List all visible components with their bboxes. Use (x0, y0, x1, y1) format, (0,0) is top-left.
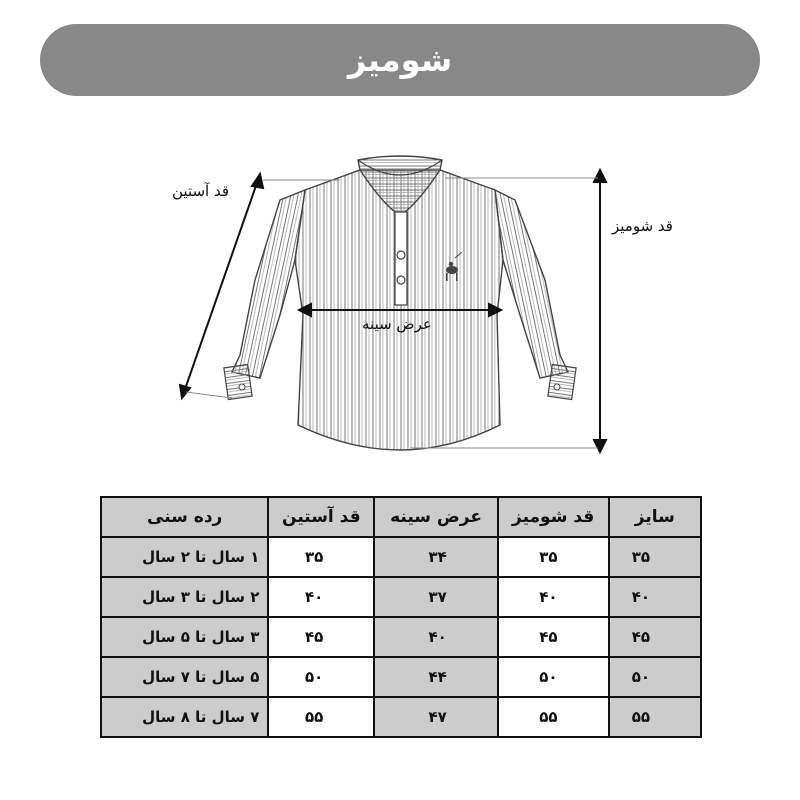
cell-size: ۴۵ (609, 617, 701, 657)
cell-size: ۵۵ (609, 697, 701, 737)
size-table (100, 496, 702, 738)
cell-age-range: ۲ سال تا ۳ سال (101, 577, 268, 617)
cell-chest-width: ۴۷ (374, 697, 497, 737)
cell-age-range: ۷ سال تا ۸ سال (101, 697, 268, 737)
sleeve-length-label: قد آستین (172, 182, 230, 200)
blouse-length-label: قد شومیز (612, 217, 673, 235)
header-sleeve-length: قد آستین (268, 497, 374, 537)
cell-blouse-length: ۴۰ (498, 577, 609, 617)
cell-sleeve-length: ۳۵ (268, 537, 374, 577)
cell-blouse-length: ۳۵ (498, 537, 609, 577)
cell-sleeve-length: ۵۵ (268, 697, 374, 737)
cell-age-range: ۵ سال تا ۷ سال (101, 657, 268, 697)
cell-size: ۴۰ (609, 577, 701, 617)
cell-chest-width: ۴۰ (374, 617, 497, 657)
header-chest-width: عرض سینه (374, 497, 497, 537)
cell-age-range: ۱ سال تا ۲ سال (101, 537, 268, 577)
table-row (101, 657, 701, 697)
chest-width-label: عرض سینه (362, 315, 432, 333)
header-size: سایز (609, 497, 701, 537)
cell-age-range: ۳ سال تا ۵ سال (101, 617, 268, 657)
left-cuff (224, 364, 252, 399)
title-bar (40, 24, 760, 96)
shirt-illustration (0, 140, 800, 470)
table-row (101, 537, 701, 577)
measurement-diagram (0, 140, 800, 470)
button (397, 251, 405, 259)
cell-blouse-length: ۵۵ (498, 697, 609, 737)
table-row (101, 577, 701, 617)
right-sleeve (495, 190, 568, 378)
cell-sleeve-length: ۴۰ (268, 577, 374, 617)
page-title: شومیز (347, 41, 453, 79)
cell-chest-width: ۴۴ (374, 657, 497, 697)
cell-chest-width: ۳۷ (374, 577, 497, 617)
cell-sleeve-length: ۵۰ (268, 657, 374, 697)
header-blouse-length: قد شومیز (498, 497, 609, 537)
right-cuff (548, 364, 576, 399)
left-sleeve (232, 190, 305, 378)
button (397, 276, 405, 284)
header-age-range: رده سنی (101, 497, 268, 537)
cell-blouse-length: ۵۰ (498, 657, 609, 697)
cell-size: ۳۵ (609, 537, 701, 577)
table-row (101, 617, 701, 657)
cell-chest-width: ۳۴ (374, 537, 497, 577)
cell-blouse-length: ۴۵ (498, 617, 609, 657)
cell-size: ۵۰ (609, 657, 701, 697)
table-row (101, 697, 701, 737)
table-header-row (101, 497, 701, 537)
cell-sleeve-length: ۴۵ (268, 617, 374, 657)
